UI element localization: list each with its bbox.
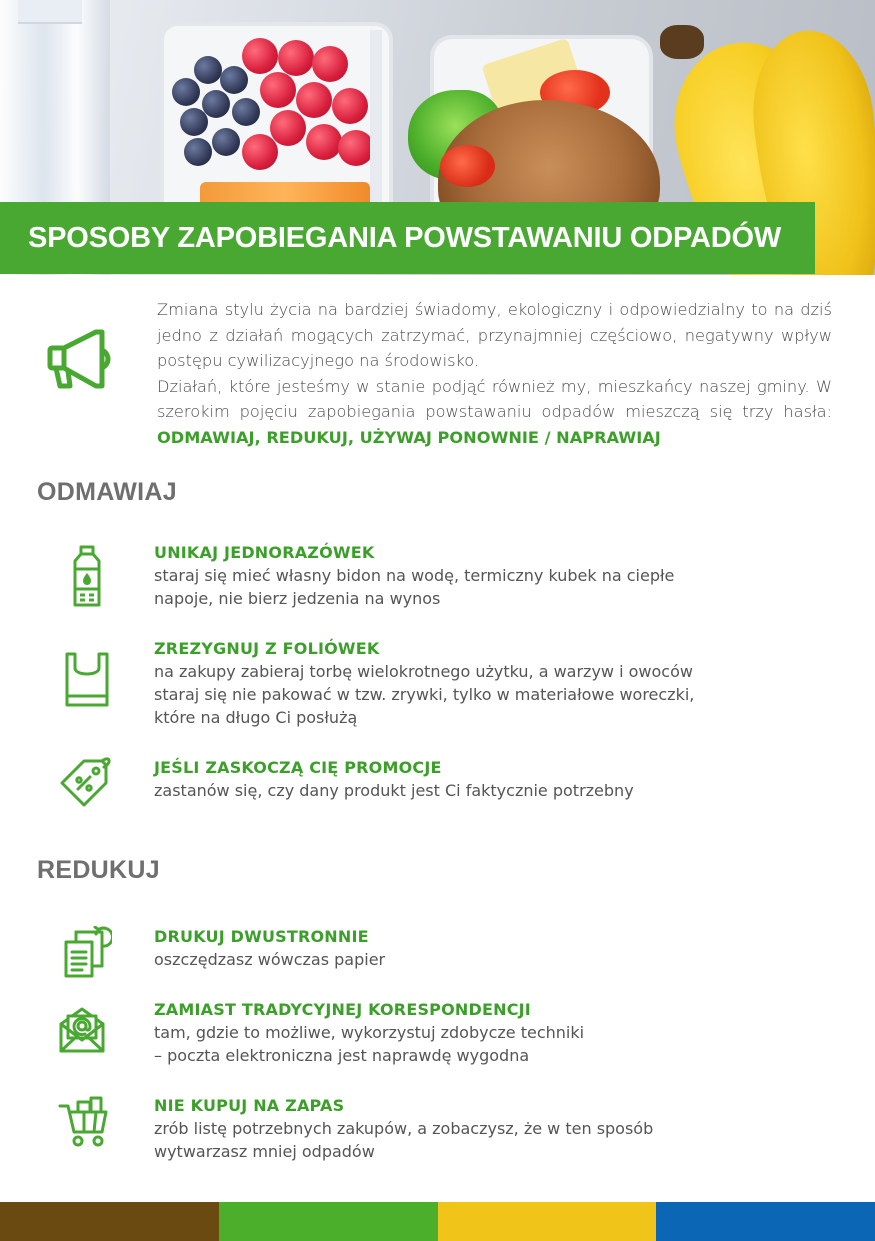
item-title: JEŚLI ZASKOCZĄ CIĘ PROMOCJE	[154, 758, 442, 777]
item-desc-line: napoje, nie bierz jedzenia na wynos	[154, 589, 441, 608]
item-title: UNIKAJ JEDNORAZÓWEK	[154, 543, 375, 562]
email-envelope-icon	[58, 1006, 106, 1054]
item-unikaj-jednorazowek	[154, 542, 814, 610]
item-desc-line: staraj się mieć własny bidon na wodę, termiczny kubek na ciepłe	[154, 566, 675, 585]
double-sided-document-icon	[62, 926, 112, 980]
page-title: SPOSOBY ZAPOBIEGANIA POWSTAWANIU ODPADÓW	[28, 221, 782, 254]
item-desc-line: tam, gdzie to możliwe, wykorzystuj zdobycze techniki	[154, 1023, 585, 1042]
item-title: ZAMIAST TRADYCYJNEJ KORESPONDENCJI	[154, 1000, 531, 1019]
color-bar-segment-blue	[656, 1202, 875, 1241]
item-title: NIE KUPUJ NA ZAPAS	[154, 1096, 345, 1115]
item-desc-line: które na długo Ci posłużą	[154, 708, 358, 727]
item-drukuj-dwustronnie	[154, 926, 814, 971]
item-zrezygnuj-z-foliowek	[154, 638, 814, 729]
intro-paragraph-1: Zmiana stylu życia na bardziej świadomy, ekologiczny i odpowiedzialny to na dziś jedno z działań mogących zatrzymać, przynajmniej częściowo, negatywny wpływ postępu cywilizacyjnego na środowisko.	[157, 300, 832, 370]
item-desc-line: zrób listę potrzebnych zakupów, a zobaczysz, że w ten sposób	[154, 1119, 654, 1138]
item-nie-kupuj-na-zapas	[154, 1095, 814, 1163]
megaphone-icon	[44, 326, 114, 392]
item-title: ZREZYGNUJ Z FOLIÓWEK	[154, 639, 380, 658]
item-desc-line: na zakupy zabieraj torbę wielokrotnego użytku, a warzyw i owoców	[154, 662, 693, 681]
shopping-cart-icon	[58, 1096, 110, 1148]
item-desc-line: zastanów się, czy dany produkt jest Ci faktycznie potrzebny	[154, 781, 634, 800]
bottom-color-bar	[0, 1202, 875, 1241]
item-zamiast-tradycyjnej-korespondencji	[154, 999, 814, 1067]
color-bar-segment-green	[219, 1202, 438, 1241]
water-bottle-icon	[71, 545, 103, 609]
item-desc-line: staraj się nie pakować w tzw. zrywki, tylko w materiałowe woreczki,	[154, 685, 695, 704]
item-desc-line: oszczędzasz wówczas papier	[154, 950, 386, 969]
color-bar-segment-yellow	[438, 1202, 657, 1241]
item-title: DRUKUJ DWUSTRONNIE	[154, 927, 369, 946]
section-title-odmawiaj: ODMAWIAJ	[37, 478, 177, 506]
plastic-bag-icon	[63, 650, 111, 708]
intro-text	[157, 297, 832, 450]
item-desc-line: – poczta elektroniczna jest naprawdę wygodna	[154, 1046, 530, 1065]
berries-image	[172, 38, 370, 170]
intro-slogans: ODMAWIAJ, REDUKUJ, UŻYWAJ PONOWNIE / NAPRAWIAJ	[157, 427, 661, 447]
intro-paragraph-2: Działań, które jesteśmy w stanie podjąć również my, mieszkańcy naszej gminy. W szerokim pojęciu zapobiegania powstawaniu odpadów mieszczą się trzy hasła: ODMAWIAJ, REDUKUJ, UŻYWAJ PONOWNIE / NAPRAWIAJ	[157, 376, 832, 447]
color-bar-segment-brown	[0, 1202, 219, 1241]
title-banner	[0, 202, 815, 274]
item-desc-line: wytwarzasz mniej odpadów	[154, 1142, 375, 1161]
section-title-redukuj: REDUKUJ	[37, 856, 160, 884]
item-jesli-zaskocza-cie-promocje	[154, 757, 814, 802]
discount-tag-icon	[58, 755, 112, 809]
